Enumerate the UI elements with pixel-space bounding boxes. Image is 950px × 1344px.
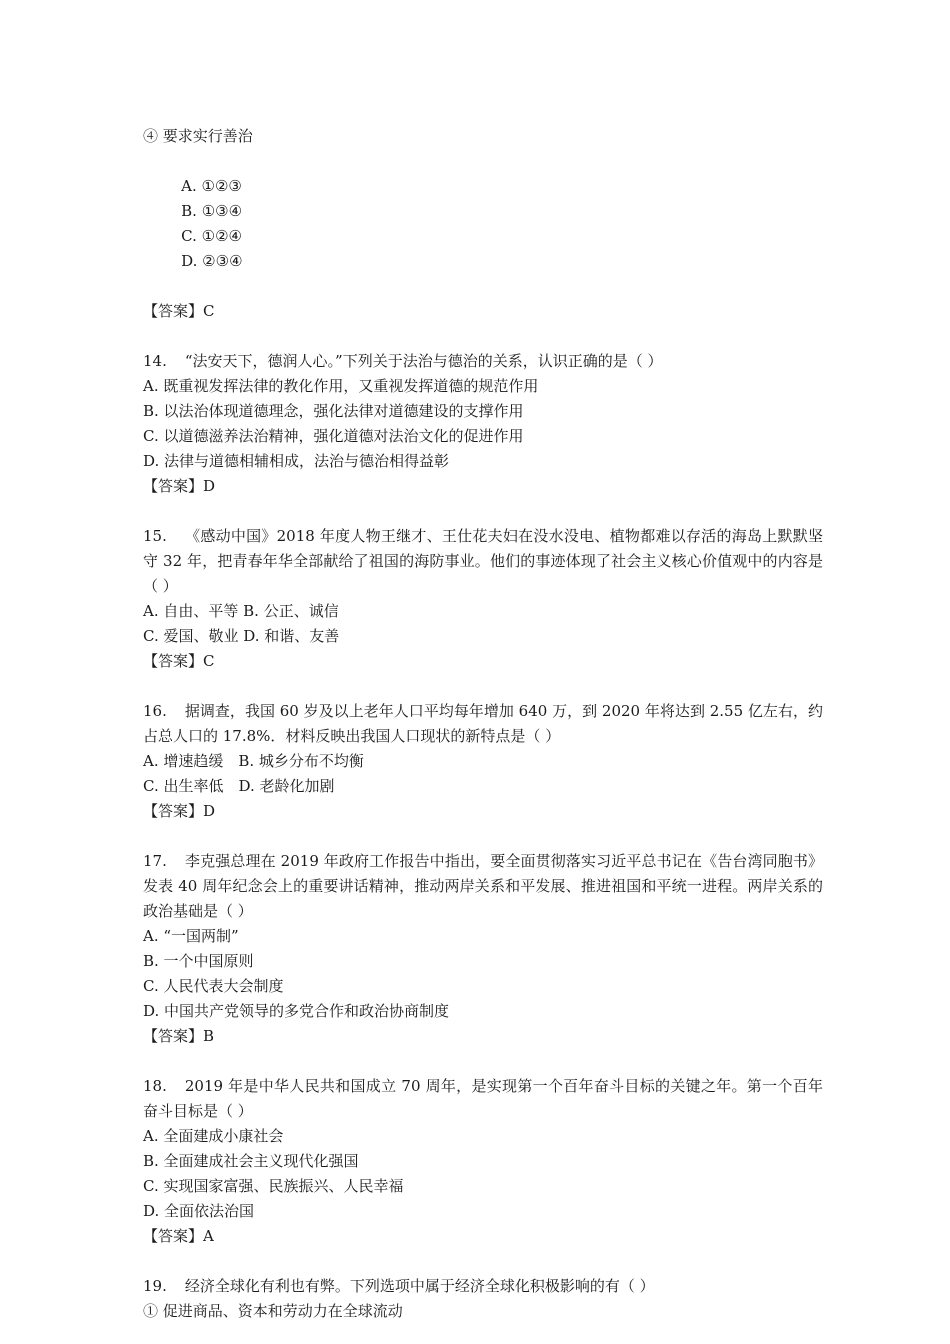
question-stem: 2019 年是中华人民共和国成立 70 周年，是实现第一个百年奋斗目标的关键之年。第一个百年奋斗目标是（ ） — [143, 1077, 823, 1120]
answer: 【答案】C — [143, 652, 215, 670]
option-ab: A. 自由、平等 B. 公正、诚信 — [143, 602, 339, 620]
question-17 — [143, 849, 823, 1049]
option-b: B. 全面建成社会主义现代化强国 — [143, 1152, 359, 1170]
option-a: A. 全面建成小康社会 — [143, 1127, 284, 1145]
option-a: A. “一国两制” — [143, 927, 239, 945]
option-ab: A. 增速趋缓 B. 城乡分布不均衡 — [143, 752, 364, 770]
option-c: C. 以道德滋养法治精神，强化道德对法治文化的促进作用 — [143, 427, 524, 445]
question-number: 17. — [143, 852, 167, 870]
question-stem: 据调查，我国 60 岁及以上老年人口平均每年增加 640 万，到 2020 年将达到 2.55 亿左右，约占总人口的 17.8%．材料反映出我国人口现状的新特点是（ ） — [143, 702, 823, 745]
prev-question — [143, 124, 823, 324]
question-number: 15. — [143, 527, 167, 545]
question-16 — [143, 699, 823, 824]
question-14 — [143, 349, 823, 499]
option-d: D. 中国共产党领导的多党合作和政治协商制度 — [143, 1002, 450, 1020]
option-d: D. 全面依法治国 — [143, 1202, 255, 1220]
option-a: A. 既重视发挥法律的教化作用，又重视发挥道德的规范作用 — [143, 377, 539, 395]
choice-d: D. ②③④ — [181, 252, 243, 270]
answer: 【答案】D — [143, 477, 216, 495]
option-d: D. 法律与道德相辅相成，法治与德治相得益彰 — [143, 452, 450, 470]
option-cd: C. 出生率低 D. 老龄化加剧 — [143, 777, 335, 795]
option-b: B. 一个中国原则 — [143, 952, 254, 970]
option-b: B. 以法治体现道德理念，强化法律对道德建设的支撑作用 — [143, 402, 524, 420]
option-4: ④ 要求实行善治 — [143, 127, 253, 145]
document-content — [143, 124, 823, 1324]
answer: 【答案】A — [143, 1227, 214, 1245]
question-18 — [143, 1074, 823, 1249]
answer: 【答案】C — [143, 302, 215, 320]
question-19 — [143, 1274, 823, 1324]
question-number: 16. — [143, 702, 167, 720]
choice-row — [143, 149, 823, 299]
option-c: C. 实现国家富强、民族振兴、人民幸福 — [143, 1177, 404, 1195]
question-number: 14. — [143, 352, 167, 370]
choice-c: C. ①②④ — [181, 227, 242, 245]
question-stem: 经济全球化有利也有弊。下列选项中属于经济全球化积极影响的有（ ） — [184, 1277, 655, 1295]
answer: 【答案】B — [143, 1027, 215, 1045]
answer: 【答案】D — [143, 802, 216, 820]
option-1: ① 促进商品、资本和劳动力在全球流动 — [143, 1302, 403, 1320]
choice-b: B. ①③④ — [181, 202, 243, 220]
question-stem: 李克强总理在 2019 年政府工作报告中指出，要全面贯彻落实习近平总书记在《告台湾同胞书》发表 40 周年纪念会上的重要讲话精神，推动两岸关系和平发展、推进祖国和平统一进程。两岸关系的政治基础是（ ） — [143, 852, 823, 920]
option-c: C. 人民代表大会制度 — [143, 977, 284, 995]
choice-a: A. ①②③ — [181, 177, 242, 195]
question-number: 19. — [143, 1277, 167, 1295]
question-15 — [143, 524, 823, 674]
question-stem: 《感动中国》2018 年度人物王继才、王仕花夫妇在没水没电、植物都难以存活的海岛上默默坚守 32 年，把青春年华全部献给了祖国的海防事业。他们的事迹体现了社会主义核心价值观中的内容是（ ） — [143, 527, 823, 595]
question-stem: “法安天下，德润人心。”下列关于法治与德治的关系，认识正确的是（ ） — [184, 352, 663, 370]
question-number: 18. — [143, 1077, 167, 1095]
option-cd: C. 爱国、敬业 D. 和谐、友善 — [143, 627, 340, 645]
